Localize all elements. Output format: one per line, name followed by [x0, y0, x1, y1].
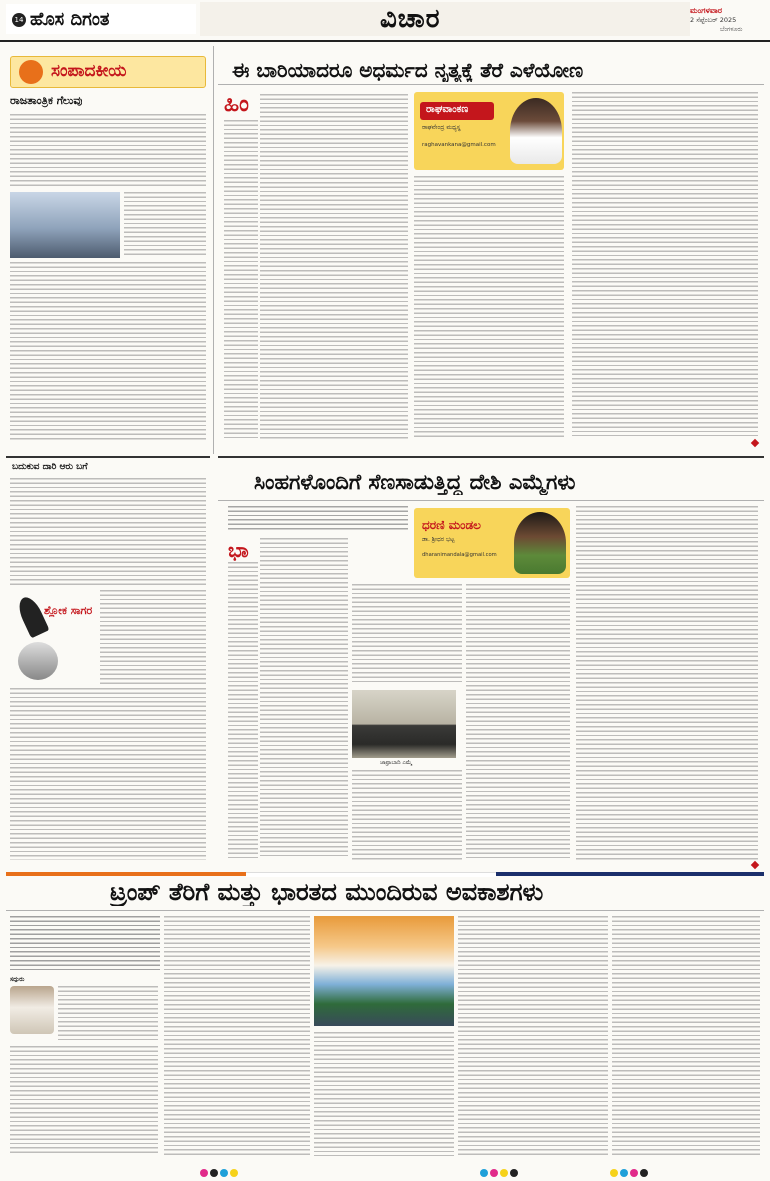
editorial-label-box — [10, 56, 206, 88]
city: ಬೆಂಗಳೂರು — [720, 26, 743, 33]
article2-col1 — [260, 538, 348, 858]
article1-author-card — [414, 92, 564, 170]
section-banner — [200, 2, 690, 36]
photo-caption: ಜಾಫ್ರಾಬಾದಿ ಎಮ್ಮೆ — [380, 760, 413, 766]
article3-col1a — [58, 986, 158, 1042]
masthead — [0, 0, 770, 42]
article3-rule — [6, 910, 764, 911]
date-day: ಮಂಗಳವಾರ — [690, 6, 723, 15]
flag-rocket-photo — [314, 916, 454, 1026]
columnist-tag: ಸದ್ಗುರು — [10, 976, 25, 983]
column-divider — [213, 46, 214, 454]
end-mark-icon-2 — [751, 861, 759, 869]
paper-logo — [6, 4, 196, 34]
article2-col2b — [352, 770, 462, 860]
article2-col2 — [352, 584, 462, 684]
article3-col3 — [314, 1032, 454, 1156]
author-label: ರಾಘವಾಂಕಣ — [426, 104, 469, 115]
author-portrait — [510, 98, 562, 164]
article3-title: ಟ್ರಂಪ್ ತೆರಿಗೆ ಮತ್ತು ಭಾರತದ ಮುಂದಿರುವ ಅವಕಾಶಗಳು — [110, 878, 544, 906]
article1-col1b — [224, 120, 258, 440]
editorial-body-right — [124, 192, 206, 258]
author2-portrait — [514, 512, 566, 574]
sidebar-body-right — [100, 590, 206, 684]
author-email: raghavankana@gmail.com — [422, 142, 496, 148]
article2-col3 — [466, 584, 570, 860]
author2-sub: ಡಾ. ಶ್ರೀಧರ ಭಟ್ಟ — [422, 536, 455, 543]
end-mark-icon — [751, 439, 759, 447]
sidebar-body-bottom — [10, 688, 206, 860]
article1-rule — [218, 84, 764, 85]
editorial-label: ಸಂಪಾದಕೀಯ — [51, 61, 127, 81]
sidebar-body-top — [10, 478, 206, 586]
band-mid — [246, 872, 496, 877]
editorial-body-bottom — [10, 262, 206, 442]
registration-marks-2 — [480, 1162, 520, 1181]
article1-drop-cap: ಹಿಂ — [224, 92, 249, 117]
columnist-portrait — [10, 986, 54, 1034]
buffalo-photo — [352, 690, 456, 758]
editorial-body-top — [10, 114, 206, 188]
registration-marks-3 — [610, 1162, 650, 1181]
sidebar-title: ಬದುಕುವ ದಾರಿ ಆರು ಬಗೆ — [12, 462, 88, 472]
page-number: 14 — [12, 13, 26, 27]
band-right — [496, 872, 764, 876]
article2-rule — [218, 500, 764, 501]
article3-col1b — [10, 1046, 158, 1156]
article1-col1 — [260, 94, 408, 440]
article3-col2 — [164, 916, 310, 1156]
author2-email: dharanimandala@gmail.com — [422, 552, 497, 558]
date: 2 ಸೆಪ್ಟೆಂಬರ್ 2025 — [690, 16, 737, 24]
editorial-photo — [10, 192, 120, 258]
shloka-portrait — [18, 642, 58, 680]
author2-name: ಧರಣಿ ಮಂಡಲ — [422, 518, 481, 532]
article2-top-rule — [218, 456, 764, 458]
article3-col4 — [458, 916, 608, 1156]
sidebar-rule — [6, 456, 210, 458]
article2-author-card — [414, 508, 570, 578]
article2-drop-cap: ಭಾ — [228, 538, 249, 562]
editorial-title: ರಾಜತಾಂತ್ರಿಕ ಗೆಲುವು — [10, 94, 83, 107]
paper-name: ಹೊಸ ದಿಗಂತ — [30, 9, 110, 30]
article2-title: ಸಿಂಹಗಳೊಂದಿಗೆ ಸೆಣಸಾಡುತ್ತಿದ್ದ ದೇಶಿ ಎಮ್ಮೆಗಳು — [254, 470, 576, 494]
author-label-tag — [420, 102, 494, 120]
article2-intro — [228, 506, 408, 530]
author-name: ರಾಘವೇಂದ್ರ ಮಧ್ಯಸ್ಥ — [422, 124, 461, 131]
article1-col2 — [414, 176, 564, 440]
article2-col4 — [576, 506, 758, 860]
shloka-label: ಶ್ಲೋಕ ಸಾಗರ — [44, 604, 93, 617]
article1-col3 — [572, 92, 758, 436]
article3-col5 — [612, 916, 760, 1156]
article2-col1b — [228, 562, 258, 858]
band-left — [6, 872, 246, 876]
lotus-icon — [19, 60, 43, 84]
article1-title: ಈ ಬಾರಿಯಾದರೂ ಅಧರ್ಮದ ನೃತ್ಯಕ್ಕೆ ತೆರೆ ಎಳೆಯೋಣ — [232, 58, 584, 82]
section-title: ವಿಚಾರ — [380, 4, 441, 34]
article3-intro — [10, 916, 160, 972]
shloka-badge — [14, 590, 96, 682]
editorial-column — [6, 46, 210, 448]
registration-marks — [200, 1162, 240, 1181]
